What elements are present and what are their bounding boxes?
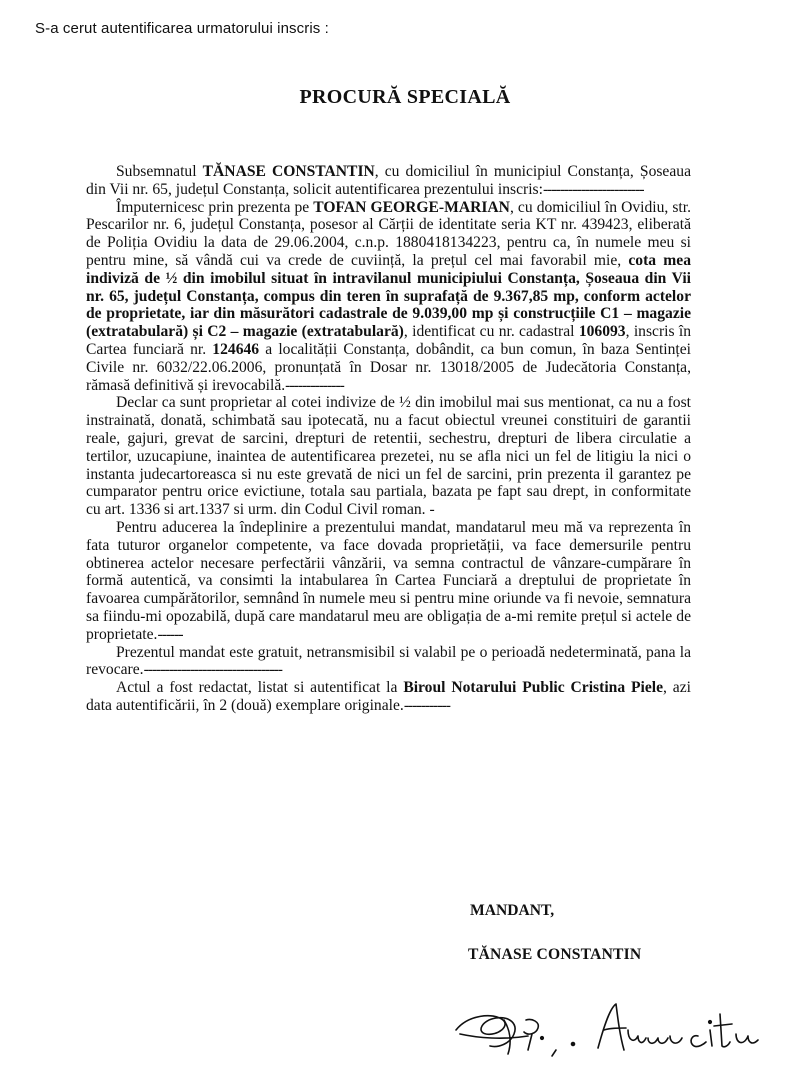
paragraph-mandate bbox=[86, 519, 691, 644]
dash-filler: --------------------------------- bbox=[143, 661, 282, 679]
mandant-label: MANDANT, bbox=[470, 902, 555, 919]
text: Declar ca sunt proprietar al cotei indivize de ½ din imobilul mai sus mentionat, ca nu a fost instrainată, donată, schimbată sau ipotecată, nu a facut obiectul vreunei constituiri de garantii reale, gajuri, grevat de sarcini, drepturi de retentii, sechestru, drepturi de libera circulatie a tertilor, uzucapiune, inaintea de autentificarea prezetei, nu se afla nici un fel de litigiu la nici o instanta judecartoreasca si nu este grevată de nici un fel de sarcini, prin prezenta il garantez pe cumparator pentru orice evictiune, totala sau partiala, bazata pe fapt sau drept, in conformitate cu art. 1336 si art.1337 si urm. din Codul Civil roman. - bbox=[86, 394, 691, 519]
dash-filler: -------------- bbox=[285, 376, 344, 394]
text: Subsemnatul bbox=[116, 163, 203, 180]
dash-filler: ----------- bbox=[403, 696, 450, 714]
document-body bbox=[86, 163, 691, 715]
paragraph-gratuity bbox=[86, 644, 691, 680]
text: , identificat cu nr. cadastral bbox=[403, 323, 579, 341]
text: Prezentul mandat este gratuit, netransmisibil si valabil pe o perioadă nedeterminată, pana la revocare. bbox=[86, 643, 691, 679]
text: , inscris în Cartea funciară nr. bbox=[86, 323, 691, 358]
paragraph-empowerment bbox=[86, 199, 691, 395]
text: Împuternicesc prin prezenta pe bbox=[116, 198, 314, 216]
dash-filler: ------ bbox=[157, 625, 183, 643]
signer-name: TĂNASE CONSTANTIN bbox=[468, 946, 642, 963]
document-title: PROCURĂ SPECIALĂ bbox=[299, 86, 511, 108]
paragraph-notary bbox=[86, 679, 691, 715]
agent-name: TOFAN GEORGE-MARIAN bbox=[313, 198, 510, 216]
text: Actul a fost redactat, listat si autentificat la bbox=[116, 679, 404, 697]
cadastral-number: 106093 bbox=[578, 323, 626, 341]
paragraph-declaration bbox=[86, 394, 691, 519]
text: , cu domiciliul în Ovidiu, str. Pescarilor nr. 6, județul Constanța, posesor al Cărții de identitate seria KT nr. 439423, eliberată de Poliția Ovidiu la data de 29.06.2004, c.n.p. 1880418134223, pentru ca, în numele meu si pentru mine, să vândă cui va crede de cuviință, la prețul cel mai favorabil mie, bbox=[86, 198, 691, 269]
text: a localității Constanța, dobândit, ca bun comun, în baza Sentinței Civile nr. 6032/22.06.2006, pronunțată în Dosar nr. 13018/2005 de Judecătoria Constanța, rămasă definitivă și irevocabilă. bbox=[86, 340, 691, 394]
dash-filler: ------------------------ bbox=[542, 180, 644, 198]
paragraph-declarant bbox=[86, 163, 691, 199]
land-book-number: 124646 bbox=[212, 340, 260, 358]
property-description: cota mea indiviză de ½ din imobilul situat în intravilanul municipiului Constanța, Șoseaua din Vii nr. 65, județul Constanța, compus din teren în suprafață de 9.367,85 mp, conform actelor de proprietate, iar din măsurători cadastrale de 9.039,00 mp și construcțiile C1 – magazie (extratabulară) și C2 – magazie (extratabulară) bbox=[86, 251, 691, 341]
text: , cu domiciliul în municipiul Constanța, Șoseaua din Vii nr. 65, județul Constanța, solicit autentificarea prezentului inscris: bbox=[86, 163, 691, 198]
handwritten-signature bbox=[448, 990, 798, 1070]
declarant-name: TĂNASE CONSTANTIN bbox=[202, 163, 375, 180]
text: Pentru aducerea la îndeplinire a prezentului mandat, mandatarul meu mă va reprezenta în fata tuturor organelor competente, va face dovada proprietății, va face demersurile pentru obtinerea actelor necesare perfectării vânzării, va semna contractul de vânzare-cumpărare în formă autentică, va consimti la intabularea în Cartea Funciară a dreptului de proprietate în favoarea cumpărătorilor, semnând în numele meu si pentru mine oriunde va fi nevoie, semnatura sa fiindu-mi opozabilă, după care mandatarul meu are obligația de a-mi remite prețul si actele de proprietate. bbox=[86, 518, 691, 643]
text: , azi data autentificării, în 2 (două) exemplare originale. bbox=[86, 679, 691, 714]
notary-office: Biroul Notarului Public Cristina Piele bbox=[403, 679, 664, 697]
authentication-request-line: S-a cerut autentificarea urmatorului inscris : bbox=[35, 20, 329, 37]
